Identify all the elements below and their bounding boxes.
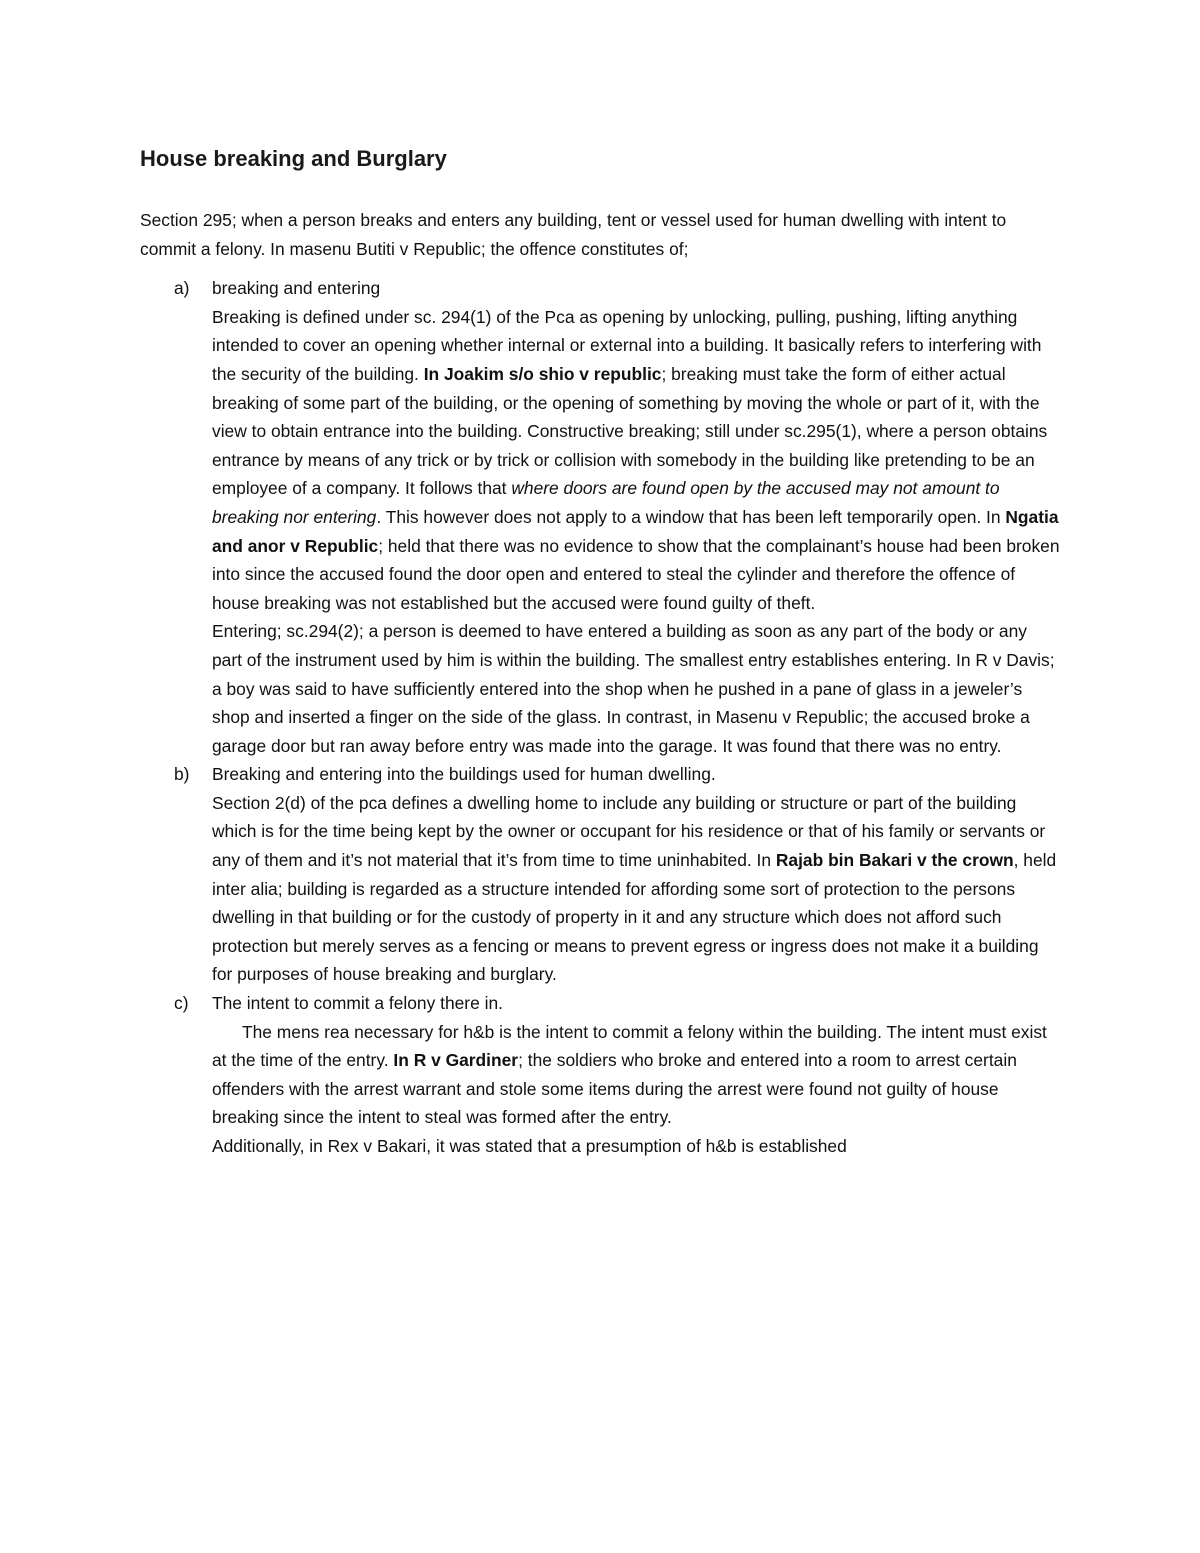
item-paragraph: Entering; sc.294(2); a person is deemed to have entered a building as soon as any part of the body or any part of the instrument used by him is within the building. The smallest entry establishes entering. In R v Davis; a boy was said to have sufficiently entered into the shop when he pushed in a pane of glass in a jeweler’s shop and inserted a finger on the side of the glass. In contrast, in Masenu v Republic; the accused broke a garage door but ran away before entry was made into the garage. It was found that there was no entry. <box>212 621 1055 756</box>
list-marker: a) <box>174 278 190 299</box>
item-heading: breaking and entering <box>212 278 381 299</box>
text-run: ; breaking must take the form of either actual breaking of some part of the building, or the opening of something by moving the whole or part of it, with the view to obtain entrance into the building. Constructive breaking; still under sc.295(1), where a person obtains entrance by means of any trick or by trick or collision with somebody in the building like pretending to be an employee of a company. It follows that <box>212 363 1048 499</box>
list-item-b <box>140 760 1060 989</box>
item-paragraph <box>212 789 1060 989</box>
item-heading: The intent to commit a felony there in. <box>212 993 503 1014</box>
case-name: Ngatia and anor v Republic <box>212 506 1059 556</box>
list-item-c <box>140 989 1060 1161</box>
item-paragraph: Additionally, in Rex v Bakari, it was stated that a presumption of h&b is established <box>212 1136 847 1156</box>
list-item-body <box>212 274 1060 760</box>
text-run: . This however does not apply to a window that has been left temporarily open. In <box>376 506 1006 527</box>
document-title: House breaking and Burglary <box>140 146 447 171</box>
case-name: In R v Gardiner <box>393 1050 519 1071</box>
list-item-body <box>212 760 1060 989</box>
case-name: In Joakim s/o shio v republic <box>423 363 662 384</box>
list-item-body <box>212 989 1060 1161</box>
emphasis-text: where doors are found open by the accused may not amount to breaking nor entering <box>212 478 1000 527</box>
text-run: ; the soldiers who broke and entered into a room to arrest certain offenders with the arrest warrant and stole some items during the arrest were found not guilty of house breaking since the intent to steal was formed after the entry. <box>212 1050 1017 1128</box>
list-item-a <box>140 274 1060 760</box>
list-marker: b) <box>174 764 190 785</box>
text-run: Breaking is defined under sc. 294(1) of the Pca as opening by unlocking, pulling, pushing, lifting anything intended to cover an opening whether internal or external into a building. It basically refers to interfering with the security of the building. <box>212 306 1042 384</box>
text-run: , held inter alia; building is regarded as a structure intended for affording some sort of protection to the persons dwelling in that building or for the custody of property in it and any structure which does not afford such protection but merely serves as a fencing or means to prevent egress or ingress does not make it a building for purposes of house breaking and burglary. <box>212 850 1057 985</box>
text-run: The mens rea necessary for h&b is the intent to commit a felony within the building. The intent must exist at the time of the entry. <box>212 1021 1047 1071</box>
element-list <box>140 274 1060 1160</box>
item-heading: Breaking and entering into the buildings used for human dwelling. <box>212 764 716 785</box>
document-page <box>140 142 1060 1161</box>
item-paragraph <box>212 1018 1060 1132</box>
case-name: Rajab bin Bakari v the crown <box>775 850 1014 871</box>
text-run: Section 2(d) of the pca defines a dwelling home to include any building or structure or part of the building which is for the time being kept by the owner or occupant for his residence or that of his family or servants or any of them and it’s not material that it’s from time to time uninhabited. In <box>212 792 1046 871</box>
text-run: ; held that there was no evidence to show that the complainant’s house had been broken into since the accused found the door open and entered to steal the cylinder and therefore the offence of house breaking was not established but the accused were found guilty of theft. <box>212 535 1060 613</box>
list-marker: c) <box>174 993 189 1014</box>
intro-paragraph: Section 295; when a person breaks and enters any building, tent or vessel used for human dwelling with intent to commit a felony. In masenu Butiti v Republic; the offence constitutes of; <box>140 210 1007 259</box>
item-paragraph <box>212 303 1060 618</box>
